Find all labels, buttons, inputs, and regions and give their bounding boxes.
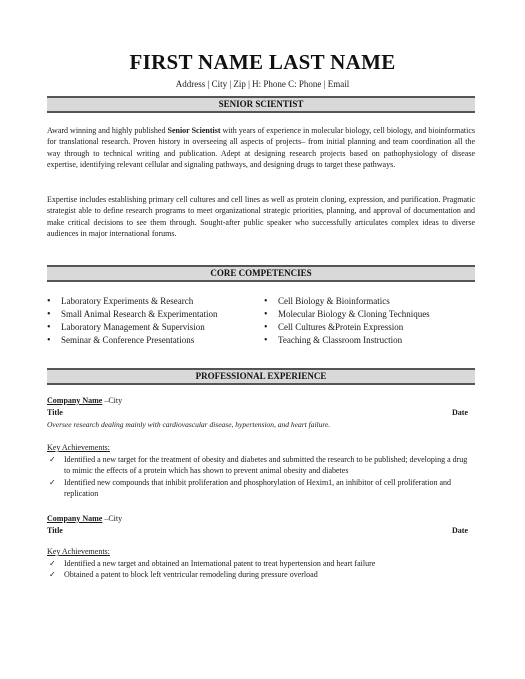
competency-item: • Molecular Biology & Cloning Techniques xyxy=(264,308,430,321)
competency-item: • Cell Biology & Bioinformatics xyxy=(264,295,430,308)
competency-item: • Small Animal Research & Experimentation xyxy=(47,308,217,321)
section-band-competencies: CORE COMPETENCIES xyxy=(47,265,475,282)
contact-line: Address | City | Zip | H: Phone C: Phone | Email xyxy=(175,79,350,89)
achievement-item: ✓ Identified new compounds that inhibit proliferation and phosphorylation of Hexim1, an inhibitor of cell proliferation and replication xyxy=(47,477,475,500)
job-2-title: Title xyxy=(47,526,63,535)
competencies-right-list xyxy=(264,295,430,347)
job-2-achievements-label: Key Achievements: xyxy=(47,547,110,556)
summary-p1-rest: with years of experience in molecular biology, cell biology, and bioinformatics for translational research. Proven history in overseeing all aspects of projects– from initial planning and team coordination all the way through to technical writing and publication. Adept at designing research projects based on pathophysiology of disease expertise, identifying relevant cellular and signaling pathways, and designing drugs to target these pathways. xyxy=(47,126,476,169)
achievement-item: ✓ Identified a new target and obtained an International patent to treat hypertension and heart failure xyxy=(47,558,475,569)
competency-item: • Teaching & Classroom Instruction xyxy=(264,334,430,347)
company-name: Company Name xyxy=(47,396,103,405)
competency-item: • Cell Cultures &Protein Expression xyxy=(264,321,430,334)
competency-item: • Laboratory Experiments & Research xyxy=(47,295,217,308)
job-2-date: Date xyxy=(452,526,468,535)
summary-p1-start: Award winning and highly published xyxy=(47,126,168,135)
summary-paragraph-2: Expertise includes establishing primary cell cultures and cell lines as well as protein cloning, expression, and purification. Pragmatic strategist able to define research programs to meet organizational strategic priorities, planning, and approval of documentation and make critical decisions to see them through. Sought-after public speaker who successfully articulates complex ideas to diverse audiences in major international forums. xyxy=(47,195,475,238)
summary-paragraph-1 xyxy=(47,125,475,170)
achievement-item: ✓ Identified a new target for the treatment of obesity and diabetes and submitted the research to be published; developing a drug to mimic the effects of a protein which has shown to prevent animal obesity and diabetes xyxy=(47,454,475,477)
company-name: Company Name xyxy=(47,514,103,523)
company-city: –City xyxy=(102,514,123,523)
job-1-company xyxy=(47,396,122,405)
candidate-name: FIRST NAME LAST NAME xyxy=(129,50,396,74)
job-2-company xyxy=(47,514,122,523)
job-2-achievements xyxy=(47,558,475,581)
competencies-left-list xyxy=(47,295,217,347)
job-1-achievements-label: Key Achievements: xyxy=(47,443,110,452)
section-band-experience: PROFESSIONAL EXPERIENCE xyxy=(47,368,475,385)
competency-item: • Laboratory Management & Supervision xyxy=(47,321,217,334)
section-band-title: SENIOR SCIENTIST xyxy=(47,96,475,113)
summary-p1-highlight: Senior Scientist xyxy=(167,126,221,135)
job-1-title: Title xyxy=(47,408,63,417)
achievement-item: ✓ Obtained a patent to block left ventricular remodeling during pressure overload xyxy=(47,569,475,580)
competency-item: • Seminar & Conference Presentations xyxy=(47,334,217,347)
job-1-description: Oversee research dealing mainly with cardiovascular disease, hypertension, and heart failure. xyxy=(47,420,331,429)
company-city: –City xyxy=(102,396,123,405)
job-1-date: Date xyxy=(452,408,468,417)
job-1-achievements xyxy=(47,454,475,499)
